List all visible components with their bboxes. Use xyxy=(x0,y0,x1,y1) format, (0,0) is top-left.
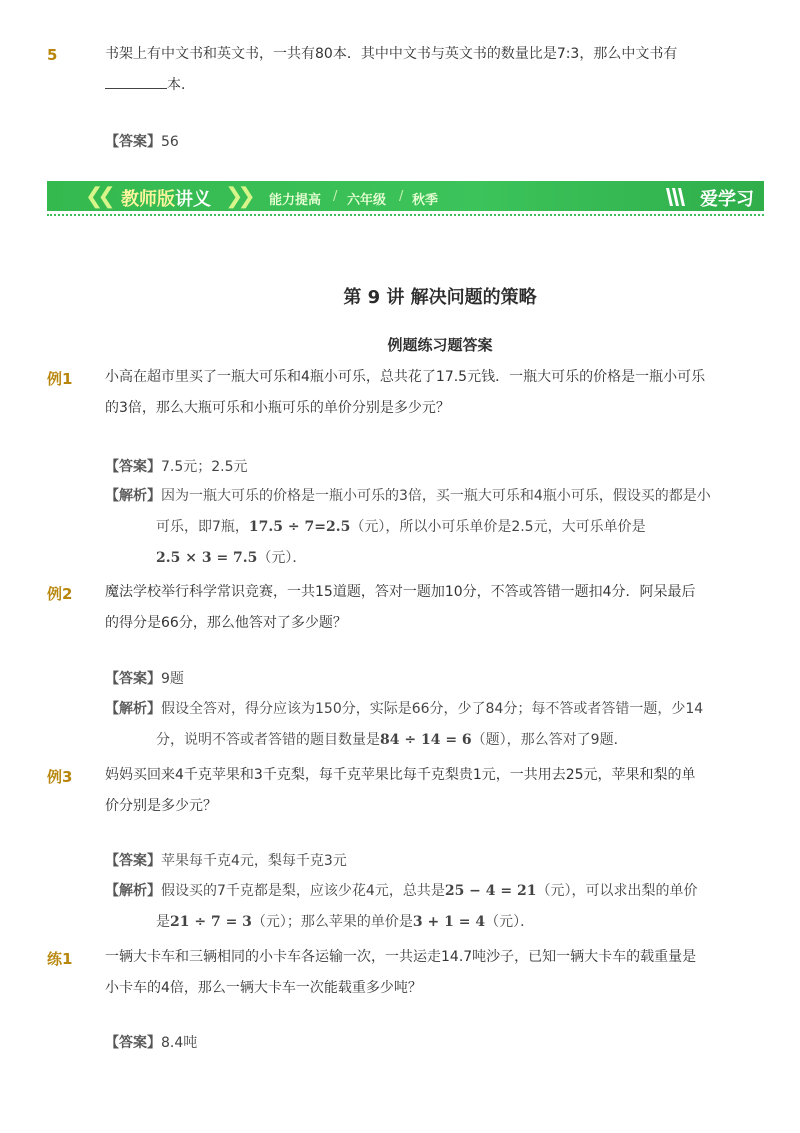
chevron-right-icon: ❯❯ xyxy=(225,184,250,209)
practice-label: 练1 xyxy=(47,950,73,968)
example-line-1: 魔法学校举行科学常识竞赛，一共15道题，答对一题加10分，不答或答错一题扣4分．阿呆最后 xyxy=(105,584,696,600)
explanation-text: 可乐，即7瓶， xyxy=(156,519,249,535)
example-line-1: 小高在超市里买了一瓶大可乐和4瓶小可乐，总共花了17.5元钱．一瓶大可乐的价格是一瓶小可乐 xyxy=(105,369,706,385)
example-line-2: 价分别是多少元？ xyxy=(105,798,217,814)
question-number: 5 xyxy=(47,46,58,64)
answer-blank xyxy=(105,76,167,89)
explanation-text: （元），所以小可乐单价是2.5元，大可乐单价是 xyxy=(350,519,646,535)
answer-line xyxy=(105,1032,197,1052)
example-label: 例2 xyxy=(47,585,73,603)
explanation xyxy=(105,694,725,756)
example-line-2: 的3倍，那么大瓶可乐和小瓶可乐的单价分别是多少元？ xyxy=(105,400,450,416)
answer-value: 7.5元；2.5元 xyxy=(161,459,248,475)
explanation-text: （题），那么答对了9题． xyxy=(471,732,628,748)
example-text xyxy=(105,362,725,424)
brand-logo-icon xyxy=(664,184,686,208)
header-banner xyxy=(47,181,764,215)
banner-title xyxy=(121,185,211,211)
explanation-text: 是 xyxy=(156,914,170,930)
answer-tag: 【答案】 xyxy=(105,1035,161,1051)
explanation-line-1 xyxy=(105,876,725,907)
answer-line xyxy=(105,850,347,870)
practice-line-2: 小卡车的4倍，那么一辆大卡车一次能载重多少吨？ xyxy=(105,980,422,996)
banner-title-sub: 讲义 xyxy=(175,189,211,210)
example-text xyxy=(105,577,725,639)
example-label: 例3 xyxy=(47,768,73,786)
explanation-text: （元）；那么苹果的单价是 xyxy=(251,914,413,930)
explanation-line-2 xyxy=(105,725,725,756)
question-line-1: 书架上有中文书和英文书，一共有80本．其中中文书与英文书的数量比是7:3，那么中文书有 xyxy=(105,46,678,62)
answer-line xyxy=(105,668,184,688)
answer-tag: 【答案】 xyxy=(105,853,161,869)
chevron-left-icon: ❮❮ xyxy=(85,184,110,209)
explanation-line-1 xyxy=(105,481,725,512)
practice-text xyxy=(105,942,725,1004)
explanation-line-3 xyxy=(105,543,725,574)
explanation xyxy=(105,481,725,574)
breadcrumb-separator: / xyxy=(333,189,338,204)
breadcrumb-grade: 六年级 xyxy=(347,193,387,208)
breadcrumb-season: 秋季 xyxy=(412,193,439,208)
answer-value: 苹果每千克4元，梨每千克3元 xyxy=(161,853,347,869)
math-expression: 25 − 4 = 21 xyxy=(444,883,537,899)
math-expression: 3 + 1 = 4 xyxy=(412,914,486,930)
banner-dotted-line xyxy=(47,214,764,216)
answer-tag: 【答案】 xyxy=(105,459,161,475)
explanation-text: （元），可以求出梨的单价 xyxy=(536,883,698,899)
brand-logo-text: 爱学习 xyxy=(700,189,754,210)
explanation-text: 假设全答对，得分应该为150分，实际是66分，少了84分；每不答或者答错一题，少14 xyxy=(161,701,704,717)
answer-line xyxy=(105,456,248,476)
math-expression: 17.5 ÷ 7=2.5 xyxy=(248,519,351,535)
math-expression: 21 ÷ 7 = 3 xyxy=(170,914,252,930)
question-line-2-text: 本． xyxy=(167,77,195,93)
breadcrumb-separator: / xyxy=(399,189,404,204)
explanation-line-2 xyxy=(105,512,725,543)
math-expression: 84 ÷ 14 = 6 xyxy=(380,732,472,748)
example-line-2: 的得分是66分，那么他答对了多少题？ xyxy=(105,615,347,631)
answer-tag: 【答案】 xyxy=(105,671,161,687)
example-label: 例1 xyxy=(47,370,73,388)
example-text xyxy=(105,760,725,822)
question-text xyxy=(105,39,725,101)
banner-title-main: 教师版 xyxy=(121,189,175,210)
example-line-1: 妈妈买回来4千克苹果和3千克梨，每千克苹果比每千克梨贵1元，一共用去25元，苹果和梨的单 xyxy=(105,767,696,783)
practice-line-1: 一辆大卡车和三辆相同的小卡车各运输一次，一共运走14.7吨沙子，已知一辆大卡车的载重量是 xyxy=(105,949,697,965)
lecture-title: 第 9 讲 解决问题的策略 xyxy=(343,287,537,308)
breadcrumb-level: 能力提高 xyxy=(269,193,322,208)
section-title: 例题练习题答案 xyxy=(387,336,493,354)
math-expression: 2.5 × 3 = 7.5 xyxy=(156,550,258,566)
explanation-text: 假设买的7千克都是梨，应该少花4元，总共是 xyxy=(161,883,445,899)
answer-value: 56 xyxy=(161,134,179,150)
answer-value: 9题 xyxy=(161,671,184,687)
explanation-line-1 xyxy=(105,694,725,725)
explanation-tag: 【解析】 xyxy=(105,488,161,504)
answer-tag: 【答案】 xyxy=(105,134,161,150)
explanation-text: 分，说明不答或者答错的题目数量是 xyxy=(156,732,380,748)
answer-line xyxy=(105,131,179,151)
answer-value: 8.4吨 xyxy=(161,1035,198,1051)
explanation-tag: 【解析】 xyxy=(105,883,161,899)
explanation-tag: 【解析】 xyxy=(105,701,161,717)
explanation-text: 因为一瓶大可乐的价格是一瓶小可乐的3倍，买一瓶大可乐和4瓶小可乐，假设买的都是小 xyxy=(161,488,711,504)
explanation-text: （元）． xyxy=(485,914,535,930)
explanation-line-2 xyxy=(105,907,725,938)
explanation-text: （元）． xyxy=(257,550,307,566)
explanation xyxy=(105,876,725,938)
question-line-2 xyxy=(105,70,725,101)
